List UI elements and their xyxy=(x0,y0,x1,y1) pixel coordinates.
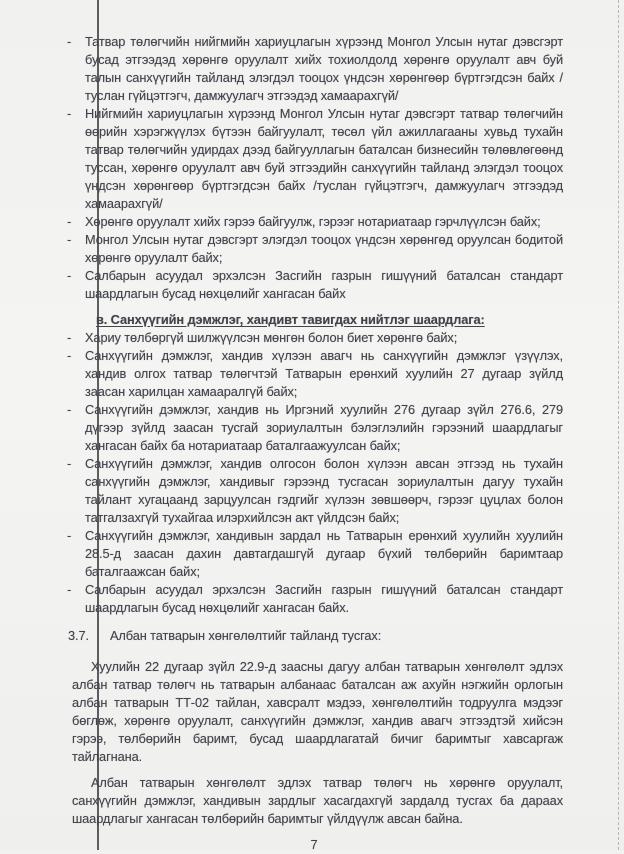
list-item-text: Салбарын асуудал эрхэлсэн Засгийн газрын гишүүний баталсан стандарт шаардлагын бусад нөхцөлийг хангасан байх xyxy=(85,268,563,301)
list-item xyxy=(65,581,563,617)
subsection-heading: в. Санхүүгийн дэмжлэг, хандивт тавигдах нийтлэг шаардлага: xyxy=(96,312,485,327)
bullet-dash: - xyxy=(67,268,72,283)
list-item xyxy=(65,347,563,401)
page-edge-line xyxy=(618,0,619,850)
list-item xyxy=(65,33,563,105)
list-item-text: Санхүүгийн дэмжлэг, хандив нь Иргэний хуулийн 276 дугаар зүйл 276.6, 279 дүгээр зүйлд заасан тусгай зориулалтын бэлэглэлийн гэрээний шаардлагыг хангасан байх ба нотариатаар баталгаажуулсан байх; xyxy=(85,402,563,453)
bullet-dash: - xyxy=(67,582,72,597)
paragraph-receipts: Албан татварын хөнгөлөлт эдлэх татвар төлөгч нь хөрөнгө оруулалт, санхүүгийн дэмжлэг, хандивын зардлыг хасагдахгүй зардалд тусгах ба дараах шаардлагыг хангасан төлбөрийн баримтыг үйлдүүлж авсан байна. xyxy=(72,775,563,826)
list-item-text: Хариу төлбөргүй шилжүүлсэн мөнгөн болон биет хөрөнгө байх; xyxy=(85,330,458,345)
paragraph-reporting: Хуулийн 22 дугаар зүйл 22.9-д заасны дагуу албан татварын хөнгөлөлт эдлэх албан татвар төлөгч нь татварын албанаас баталсан аж ахуйн нэгжийн орлогын албан татварын ТТ-02 тайлан, хавсралт мэдээ, хөнгөлөлтийн тодруулга мэдээг бөглөж, хөрөнгө оруулалт, санхүүгийн дэмжлэг, хандив авагч этгээдтэй хийсэн гэрээ, төлбөрийн баримт, бусад шаардлагатай бичиг баримтыг хавсаргаж тайлагнана. xyxy=(72,659,563,764)
list-item xyxy=(65,329,563,347)
bullet-dash: - xyxy=(67,232,72,247)
bullet-dash: - xyxy=(67,348,72,363)
list-item xyxy=(65,231,563,267)
investment-requirements-list xyxy=(65,33,563,303)
list-item-text: Хөрөнгө оруулалт хийх гэрээ байгуулж, гэрээг нотариатаар гэрчлүүлсэн байх; xyxy=(85,214,541,229)
section-number: 3.7. xyxy=(68,628,89,643)
bullet-dash: - xyxy=(67,402,72,417)
page-content xyxy=(65,33,563,854)
section-3-7-heading xyxy=(68,627,563,645)
list-item-text: Монгол Улсын нутаг дэвсгэрт элэгдэл тооцох үндсэн хөрөнгөд оруулсан бодитой хөрөнгө оруулалт байх; xyxy=(85,232,563,265)
bullet-dash: - xyxy=(67,330,72,345)
list-item-text: Санхүүгийн дэмжлэг, хандивын зардал нь Татварын ерөнхий хуулийн хуулийн 28.5-д заасан дахин давтагдашгүй дугаар бүхий төлбөрийн баримтаар баталгаажсан байх; xyxy=(85,528,563,579)
list-item-text: Санхүүгийн дэмжлэг, хандив олгосон болон хүлээн авсан этгээд нь тухайн санхүүгийн дэмжлэг, хандивыг гэрээнд тусгасан зориулалтын дагуу тухайн тайлант хугацаанд зарцуулсан гэдгийг хүлээн зөвшөөрч, гэрээг цуцлах болон татгалзахгүй тухайгаа илэрхийлсэн акт үйлдсэн байх; xyxy=(85,456,563,525)
list-item-text: Санхүүгийн дэмжлэг, хандив хүлээн авагч нь санхүүгийн дэмжлэг үзүүлэх, хандив олгох татвар төлөгчтэй Татварын ерөнхий хуулийн 27 дугаар зүйлд заасан харилцан хамааралгүй байх; xyxy=(85,348,563,399)
donation-requirements-list xyxy=(65,329,563,617)
list-item-text: Салбарын асуудал эрхэлсэн Засгийн газрын гишүүний баталсан стандарт шаардлагын бусад нөхцөлийг хангасан байх. xyxy=(85,582,563,615)
list-item-text: Татвар төлөгчийн нийгмийн хариуцлагын хүрээнд Монгол Улсын нутаг дэвсгэрт бусад этгээдэд хөрөнгө оруулалт хийх тохиолдолд хөрөнгө оруулалт авч буй талын санхүүгийн тайланд элэгдэл тооцох үндсэн хөрөнгөөр бүртгэгдсэн байх /туслан гүйцэтгэгч, дамжуулагч этгээдэд хамаарахгүй/ xyxy=(85,34,563,103)
list-item xyxy=(65,105,563,213)
section-title: Албан татварын хөнгөлөлтийг тайланд тусгах: xyxy=(110,628,382,643)
page-number: 7 xyxy=(310,837,318,852)
list-item-text: Нийгмийн хариуцлагын хүрээнд Монгол Улсын нутаг дэвсгэрт татвар төлөгчийн өөрийн хэрэгжүүлэх бүтээн байгуулалт, төсөл үйл ажиллагааны хувьд тухайн татвар төлөгчийн удирдах дээд байгууллагын баталсан бизнесийн төлөвлөгөөнд туссан, хөрөнгө оруулалт авч буй этгээдийн санхүүгийн тайланд элэгдэл тооцох үндсэн хөрөнгөөр бүртгэгдсэн байх /туслан гүйцэтгэгч, дамжуулагч этгээдэд хамаарахгүй/ xyxy=(85,106,563,211)
bullet-dash: - xyxy=(67,106,72,121)
bullet-dash: - xyxy=(67,214,72,229)
bullet-dash: - xyxy=(67,456,72,471)
list-item xyxy=(65,401,563,455)
list-item xyxy=(65,213,563,231)
list-item xyxy=(65,455,563,527)
list-item xyxy=(65,527,563,581)
bullet-dash: - xyxy=(67,528,72,543)
list-item xyxy=(65,267,563,303)
bullet-dash: - xyxy=(67,34,72,49)
